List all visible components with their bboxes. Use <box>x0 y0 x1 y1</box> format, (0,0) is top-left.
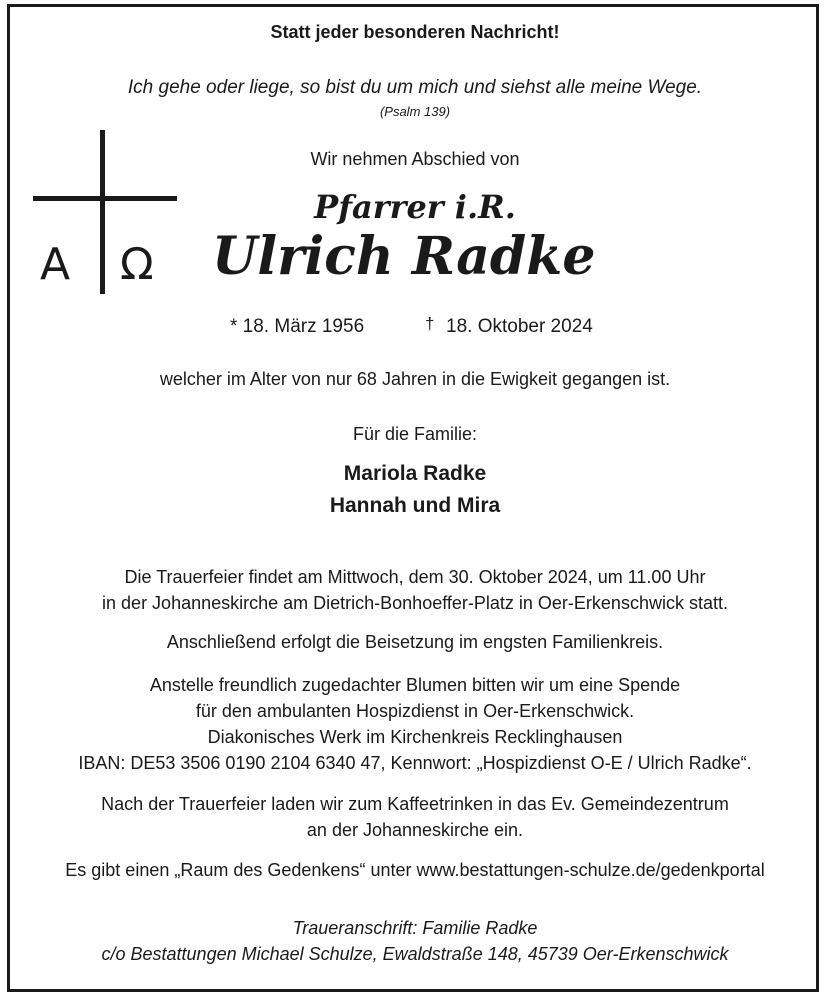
intro-text: Wir nehmen Abschied von <box>310 149 520 169</box>
family-intro: Für die Familie: <box>352 424 478 444</box>
death-date: 18. Oktober 2024 <box>446 316 593 337</box>
memorial-portal-line: Es gibt einen „Raum des Gedenkens“ unter www.bestattungen-schulze.de/gedenkportal <box>65 860 765 880</box>
deceased-name: Ulrich Radke <box>212 226 596 287</box>
psalm-source: (Psalm 139) <box>379 104 451 119</box>
family-member: Mariola Radke <box>343 462 487 485</box>
service-line: Die Trauerfeier findet am Mittwoch, dem 30. Oktober 2024, um 11.00 Uhr <box>124 567 706 587</box>
psalm-quote: Ich gehe oder liege, so bist du um mich und siehst alle meine Wege. <box>127 77 703 98</box>
age-line: welcher im Alter von nur 68 Jahren in die Ewigkeit gegangen ist. <box>159 369 671 389</box>
donation-line: Anstelle freundlich zugedachter Blumen bitten wir um eine Spende <box>149 675 681 695</box>
coffee-line: Nach der Trauerfeier laden wir zum Kaffeetrinken in das Ev. Gemeindezentrum <box>101 794 729 814</box>
family-member: Hannah und Mira <box>329 494 501 517</box>
burial-line: Anschließend erfolgt die Beisetzung im engsten Familienkreis. <box>166 632 664 652</box>
birth-date: * 18. März 1956 <box>230 316 365 337</box>
death-cross-icon: † <box>425 314 435 333</box>
mourning-address-line: c/o Bestattungen Michael Schulze, Ewaldstraße 148, 45739 Oer-Erkenschwick <box>101 944 729 964</box>
alpha-glyph: A <box>40 239 71 290</box>
bank-details: IBAN: DE53 3506 0190 2104 6340 47, Kennwort: „Hospizdienst O-E / Ulrich Radke“. <box>78 753 752 773</box>
mourning-address-line: Traueranschrift: Familie Radke <box>292 918 538 938</box>
donation-line: Diakonisches Werk im Kirchenkreis Recklinghausen <box>207 727 623 747</box>
service-line: in der Johanneskirche am Dietrich-Bonhoeffer-Platz in Oer-Erkenschwick statt. <box>102 593 728 613</box>
coffee-line: an der Johanneskirche ein. <box>306 820 524 840</box>
omega-glyph: Ω <box>120 239 154 290</box>
notice-header: Statt jeder besonderen Nachricht! <box>270 22 560 42</box>
donation-line: für den ambulanten Hospizdienst in Oer-Erkenschwick. <box>195 701 635 721</box>
deceased-title: Pfarrer i.R. <box>314 188 516 226</box>
